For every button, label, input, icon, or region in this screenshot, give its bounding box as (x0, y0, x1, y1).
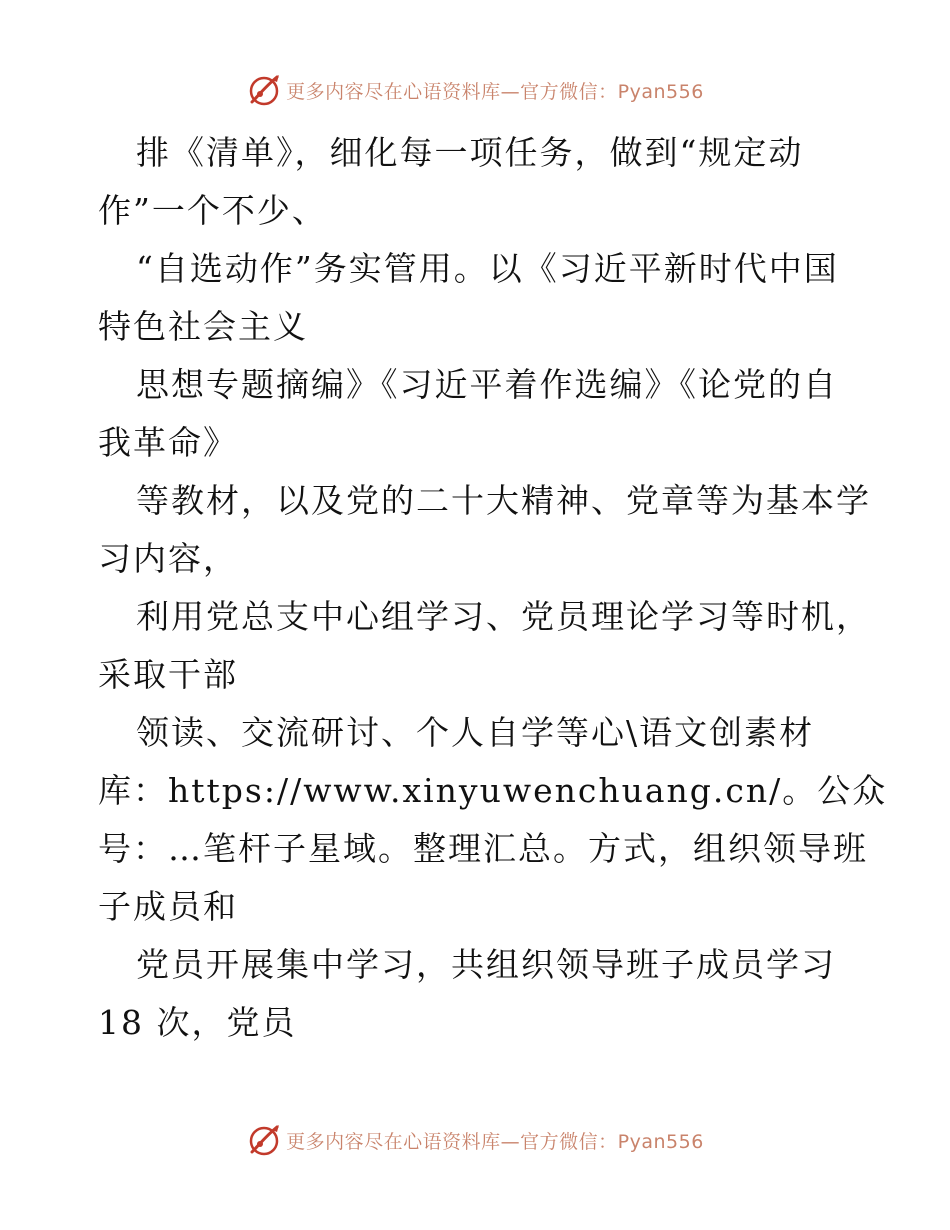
body-line: 号：…笔杆子星域。整理汇总。方式，组织领导班 (98, 829, 868, 868)
header-banner (0, 70, 950, 110)
body-line: “自选动作”务实管用。以《习近平新时代中国 (136, 249, 839, 288)
body-line: 党员开展集中学习，共组织领导班子成员学习 (136, 945, 836, 984)
body-line: 习内容， (98, 539, 238, 578)
body-line: 我革命》 (98, 423, 238, 462)
body-line: 采取干部 (98, 655, 238, 694)
body-line: 作”一个不少、 (98, 191, 327, 230)
red-pen-circle-logo-icon (246, 72, 282, 108)
body-line: 库：https://www.xinyuwenchuang.cn/。公众 (98, 771, 888, 810)
footer-banner-text: 更多内容尽在心语资料库—官方微信：Pyan556 (286, 1130, 704, 1153)
red-pen-circle-logo-icon (246, 1122, 282, 1158)
header-banner-text: 更多内容尽在心语资料库—官方微信：Pyan556 (286, 80, 704, 103)
body-line: 特色社会主义 (98, 307, 308, 346)
document-body (98, 124, 888, 1052)
body-line: 排《清单》，细化每一项任务，做到“规定动 (136, 133, 804, 172)
body-line: 子成员和 (98, 887, 238, 926)
footer-banner (0, 1120, 950, 1160)
body-line: 利用党总支中心组学习、党员理论学习等时机， (136, 597, 871, 636)
body-line: 领读、交流研讨、个人自学等心\语文创素材 (136, 713, 815, 752)
body-line: 思想专题摘编》《习近平着作选编》《论党的自 (136, 365, 838, 404)
body-line: 18 次，党员 (98, 1003, 297, 1042)
body-line: 等教材，以及党的二十大精神、党章等为基本学 (136, 481, 871, 520)
